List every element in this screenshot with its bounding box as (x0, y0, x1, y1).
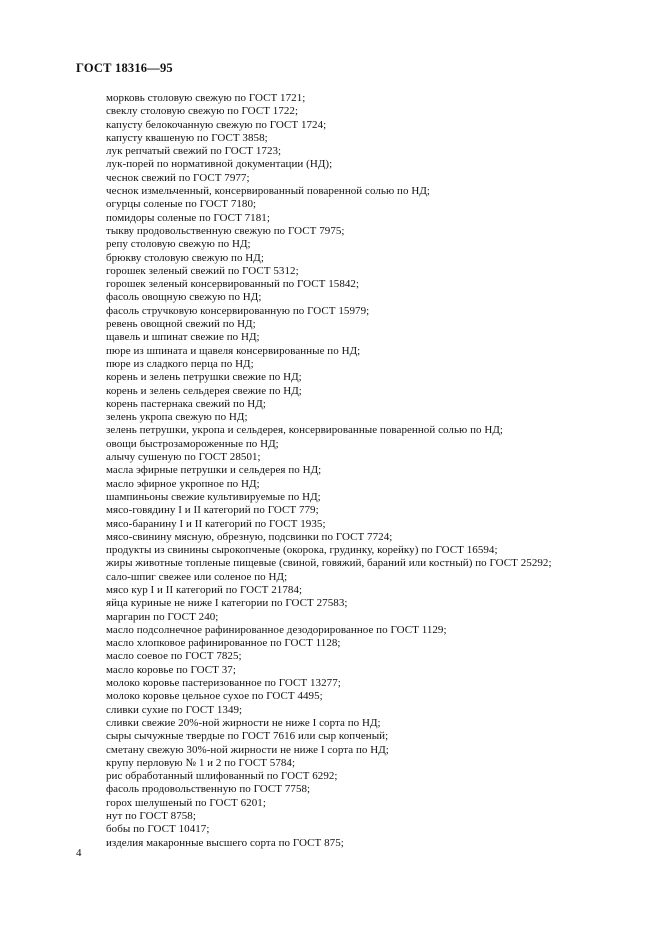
list-item: алычу сушеную по ГОСТ 28501; (106, 451, 261, 464)
list-item: горох шелушеный по ГОСТ 6201; (106, 796, 266, 809)
list-item: помидоры соленые по ГОСТ 7181; (106, 211, 270, 224)
list-item: молоко коровье пастеризованное по ГОСТ 13277; (106, 677, 341, 690)
list-item: щавель и шпинат свежие по НД; (106, 331, 260, 344)
list-item: репу столовую свежую по НД; (106, 238, 251, 251)
page-number: 4 (76, 847, 82, 859)
list-item: зелень петрушки, укропа и сельдерея, консервированные поваренной солью по НД; (106, 424, 504, 437)
list-item: рис обработанный шлифованный по ГОСТ 6292; (106, 770, 338, 783)
list-item: сливки свежие 20%-ной жирности не ниже I сорта по НД; (106, 716, 381, 729)
list-item: маргарин по ГОСТ 240; (106, 610, 219, 623)
list-item: мясо-баранину I и II категорий по ГОСТ 1935; (106, 517, 326, 530)
list-item: изделия макаронные высшего сорта по ГОСТ 875; (106, 836, 344, 849)
list-item: продукты из свинины сырокопченые (окорока, грудинку, корейку) по ГОСТ 16594; (106, 544, 498, 557)
list-item: лук репчатый свежий по ГОСТ 1723; (106, 145, 282, 158)
list-item: масло коровье по ГОСТ 37; (106, 663, 236, 676)
list-item: огурцы соленые по ГОСТ 7180; (106, 198, 257, 211)
list-item: пюре из сладкого перца по НД; (106, 357, 254, 370)
list-item: масло подсолнечное рафинированное дезодорированное по ГОСТ 1129; (106, 623, 447, 636)
list-item: ревень овощной свежий по НД; (106, 318, 256, 331)
list-item: молоко коровье цельное сухое по ГОСТ 4495; (106, 690, 323, 703)
ingredient-list (106, 92, 646, 850)
list-item: горошек зеленый свежий по ГОСТ 5312; (106, 264, 299, 277)
list-item: мясо-свинину мясную, обрезную, подсвинки по ГОСТ 7724; (106, 530, 393, 543)
list-item: корень пастернака свежий по НД; (106, 397, 266, 410)
list-item: сыры сычужные твердые по ГОСТ 7616 или сыр копченый; (106, 730, 389, 743)
list-item: мясо кур I и II категорий по ГОСТ 21784; (106, 583, 303, 596)
list-item: яйца куриные не ниже I категории по ГОСТ 27583; (106, 597, 348, 610)
list-item: жиры животные топленые пищевые (свиной, говяжий, бараний или костный) по ГОСТ 25292; (106, 557, 552, 570)
list-item: овощи быстрозамороженные по НД; (106, 437, 279, 450)
list-item: масла эфирные петрушки и сельдерея по НД; (106, 464, 322, 477)
list-item: тыкву продовольственную свежую по ГОСТ 7975; (106, 224, 345, 237)
list-item: морковь столовую свежую по ГОСТ 1721; (106, 92, 306, 104)
list-item: мясо-говядину I и II категорий по ГОСТ 779; (106, 504, 319, 517)
list-item: сметану свежую 30%-ной жирности не ниже I сорта по НД; (106, 743, 389, 756)
list-item: пюре из шпината и щавеля консервированные по НД; (106, 344, 361, 357)
list-item: крупу перловую № 1 и 2 по ГОСТ 5784; (106, 756, 296, 769)
list-item: масло соевое по ГОСТ 7825; (106, 650, 242, 663)
list-item: корень и зелень петрушки свежие по НД; (106, 371, 302, 384)
list-item: брюкву столовую свежую по НД; (106, 251, 264, 264)
list-item: зелень укропа свежую по НД; (106, 411, 248, 424)
list-item: капусту белокочанную свежую по ГОСТ 1724; (106, 118, 327, 131)
list-item: корень и зелень сельдерея свежие по НД; (106, 384, 302, 397)
list-item: лук-порей по нормативной документации (НД); (106, 158, 333, 171)
list-item: сало-шпиг свежее или соленое по НД; (106, 570, 288, 583)
list-item: чеснок измельченный, консервированный поваренной солью по НД; (106, 185, 430, 198)
list-item: нут по ГОСТ 8758; (106, 810, 196, 823)
list-item: чеснок свежий по ГОСТ 7977; (106, 171, 250, 184)
list-item: сливки сухие по ГОСТ 1349; (106, 703, 243, 716)
list-item: горошек зеленый консервированный по ГОСТ 15842; (106, 278, 360, 291)
list-item: фасоль продовольственную по ГОСТ 7758; (106, 783, 311, 796)
list-item: свеклу столовую свежую по ГОСТ 1722; (106, 105, 299, 118)
list-item: фасоль стручковую консервированную по ГОСТ 15979; (106, 304, 370, 317)
list-item: масло эфирное укропное по НД; (106, 477, 260, 490)
list-item: бобы по ГОСТ 10417; (106, 823, 210, 836)
list-item: масло хлопковое рафинированное по ГОСТ 1128; (106, 637, 341, 650)
list-item: капусту квашеную по ГОСТ 3858; (106, 131, 268, 144)
list-item: шампиньоны свежие культивируемые по НД; (106, 490, 321, 503)
list-item: фасоль овощную свежую по НД; (106, 291, 262, 304)
document-header-title: ГОСТ 18316—95 (76, 61, 173, 75)
